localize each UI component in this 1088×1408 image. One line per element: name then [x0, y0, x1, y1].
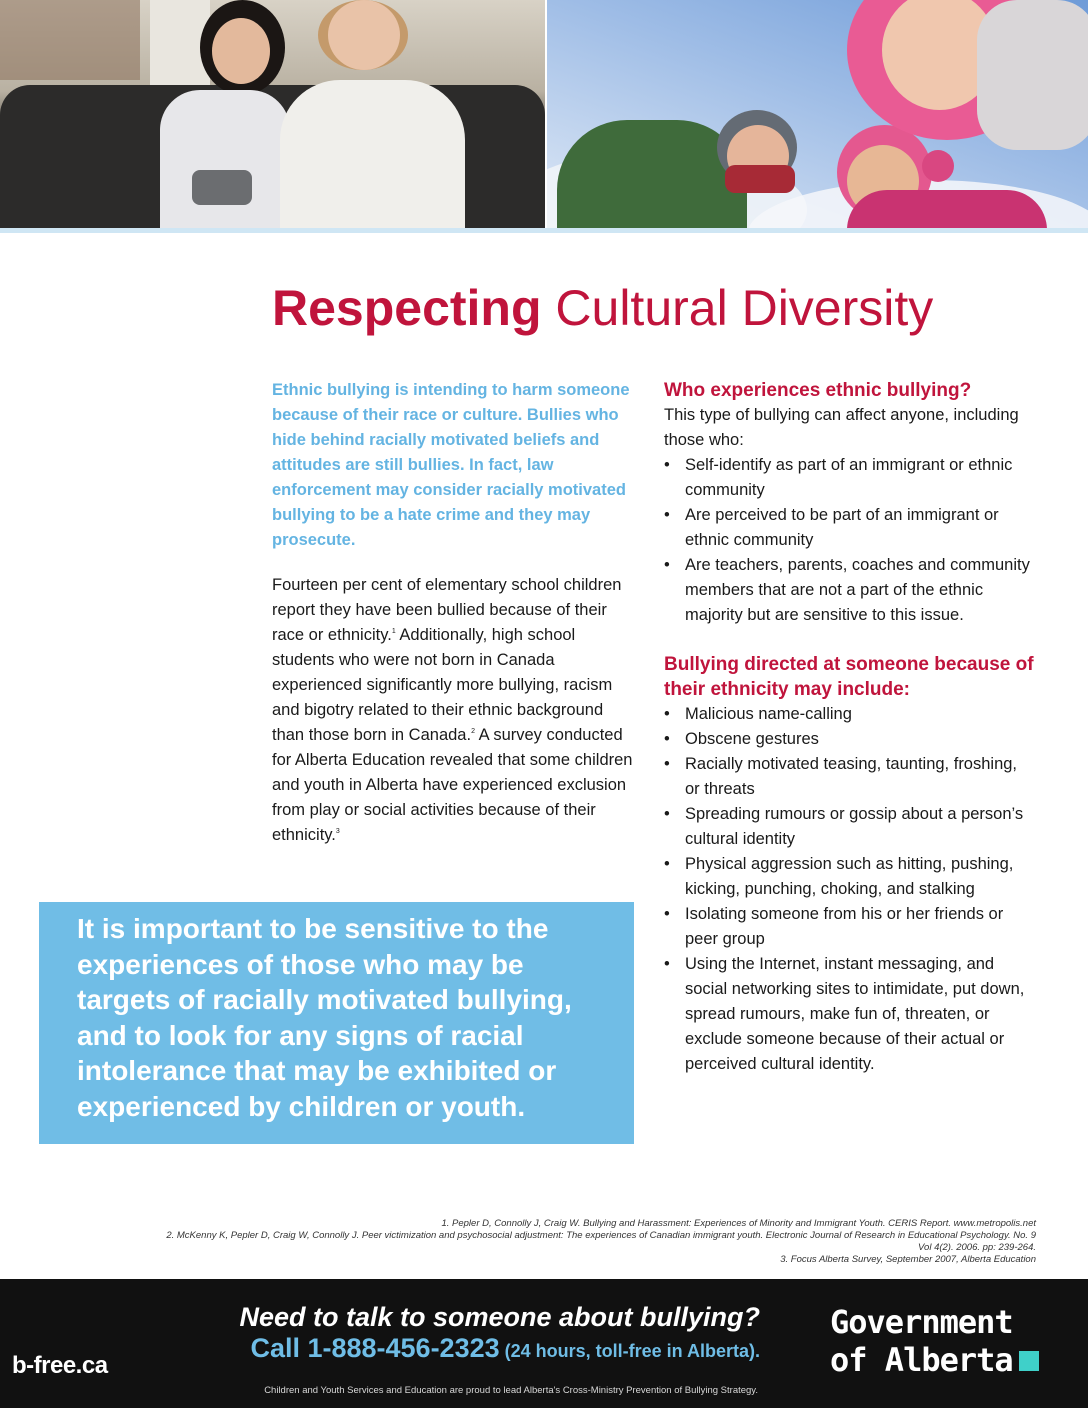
bullet-icon: •: [664, 556, 670, 574]
list-item-text: Racially motivated teasing, taunting, froshing, or threats: [685, 755, 1018, 798]
bullet-icon: •: [664, 805, 670, 823]
list-item-text: Are teachers, parents, coaches and community members that are not a part of the ethnic majority but are sensitive to this issue.: [685, 556, 1030, 624]
list-item: [664, 453, 1036, 503]
list-item: [664, 752, 1036, 802]
who-lead: This type of bullying can affect anyone, including those who:: [664, 406, 1019, 449]
right-column: [664, 378, 1036, 1077]
list-item-text: Physical aggression such as hitting, pushing, kicking, punching, choking, and stalking: [685, 855, 1014, 898]
list-item-text: Malicious name-calling: [685, 705, 852, 723]
list-item: [664, 553, 1036, 628]
helpline-note: (24 hours, toll-free in Alberta).: [499, 1341, 760, 1361]
who-heading: Who experiences ethnic bullying?: [664, 380, 972, 401]
footnote-2-continued: Vol 4(2). 2006. pp: 239-264.: [918, 1242, 1036, 1253]
list-item-text: Obscene gestures: [685, 730, 819, 748]
list-item-text: Are perceived to be part of an immigrant or ethnic community: [685, 506, 999, 549]
body-text-2: Additionally, high school students who were not born in Canada experienced significantly more bullying, racism and bigotry related to their ethnic background than those born in Canada.: [272, 626, 613, 744]
body-paragraph: [272, 573, 634, 848]
header-divider: [0, 228, 1088, 233]
footnote-2: 2. McKenny K, Pepler D, Craig W, Connolly J. Peer victimization and psychosocial adjustment: The experiences of Canadian immigrant youth. Electronic Journal of Research in Educational Psychology. No. 9: [166, 1230, 1036, 1241]
helpline-question: Need to talk to someone about bullying?: [239, 1302, 760, 1332]
list-item: [664, 702, 1036, 727]
footnote-3: 3. Focus Alberta Survey, September 2007, Alberta Education: [780, 1254, 1036, 1265]
callout-text: It is important to be sensitive to the experiences of those who may be targets of racially motivated bullying, and to look for any signs of racial intolerance that may be exhibited or experienced by children or youth.: [77, 913, 572, 1122]
helpline-call: [90, 1332, 760, 1367]
list-item: [664, 503, 1036, 553]
hero-photo-band: [0, 0, 1088, 228]
photo-kids-couch-camera-image: [0, 0, 545, 228]
list-item: [664, 952, 1036, 1077]
list-item: [664, 727, 1036, 752]
footnote-ref-1: 1: [391, 628, 396, 635]
gov-logo-line-2: of Alberta: [830, 1341, 1013, 1379]
footnote-ref-2: 2: [471, 728, 475, 735]
bullet-icon: •: [664, 855, 670, 873]
list-item-text: Self-identify as part of an immigrant or ethnic community: [685, 456, 1013, 499]
bullet-icon: •: [664, 955, 670, 973]
bullet-icon: •: [664, 506, 670, 524]
strategy-statement: Children and Youth Services and Education are proud to lead Alberta's Cross-Ministry Prevention of Bullying Strategy.: [264, 1385, 758, 1396]
bullet-icon: •: [664, 456, 670, 474]
footer-bar: [0, 1279, 1088, 1408]
list-item: [664, 902, 1036, 952]
body-text-1: Fourteen per cent of elementary school children report they have been bullied because of their race or ethnicity.: [272, 576, 622, 644]
bullet-icon: •: [664, 905, 670, 923]
government-of-alberta-logo: [830, 1303, 1060, 1379]
list-item: [664, 852, 1036, 902]
gov-logo-line-1: Government: [830, 1303, 1013, 1341]
directed-heading: Bullying directed at someone because of their ethnicity may include:: [664, 654, 1034, 700]
helpline-number[interactable]: Call 1-888-456-2323: [250, 1333, 500, 1363]
body-text-3: A survey conducted for Alberta Education revealed that some children and youth in Alberta have experienced exclusion from play or social activities because of their ethnicity.: [272, 726, 633, 844]
intro-paragraph: Ethnic bullying is intending to harm someone because of their race or culture. Bullies who hide behind racially motivated beliefs and attitudes are still bullies. In fact, law enforcement may consider racially motivated bullying to be a hate crime and they may prosecute.: [272, 381, 630, 549]
list-item: [664, 802, 1036, 852]
footnotes: [26, 1218, 1036, 1266]
page-title: [272, 278, 933, 338]
logo-square-icon: [1019, 1351, 1039, 1371]
bullet-icon: •: [664, 730, 670, 748]
callout-box: [39, 902, 634, 1144]
gov-logo-line-2-wrap: [830, 1341, 1060, 1379]
bullet-icon: •: [664, 705, 670, 723]
bfree-site-link[interactable]: b-free.ca: [12, 1352, 108, 1379]
photo-kids-winter-snow-image: [547, 0, 1088, 228]
bullet-icon: •: [664, 755, 670, 773]
list-item-text: Isolating someone from his or her friends or peer group: [685, 905, 1004, 948]
footnote-ref-3: 3: [335, 828, 340, 835]
title-bold: Respecting: [272, 280, 542, 336]
who-list: [664, 453, 1036, 628]
directed-list: [664, 702, 1036, 1077]
list-item-text: Spreading rumours or gossip about a person’s cultural identity: [685, 805, 1024, 848]
title-rest: Cultural Diversity: [541, 280, 934, 336]
list-item-text: Using the Internet, instant messaging, and social networking sites to intimidate, put down, spread rumours, make fun of, threaten, or exclude someone because of their actual or perceived cultural identity.: [685, 955, 1025, 1073]
footnote-1: 1. Pepler D, Connolly J, Craig W. Bullying and Harassment: Experiences of Minority and Immigrant Youth. CERIS Report. www.metropolis.net: [441, 1218, 1036, 1229]
